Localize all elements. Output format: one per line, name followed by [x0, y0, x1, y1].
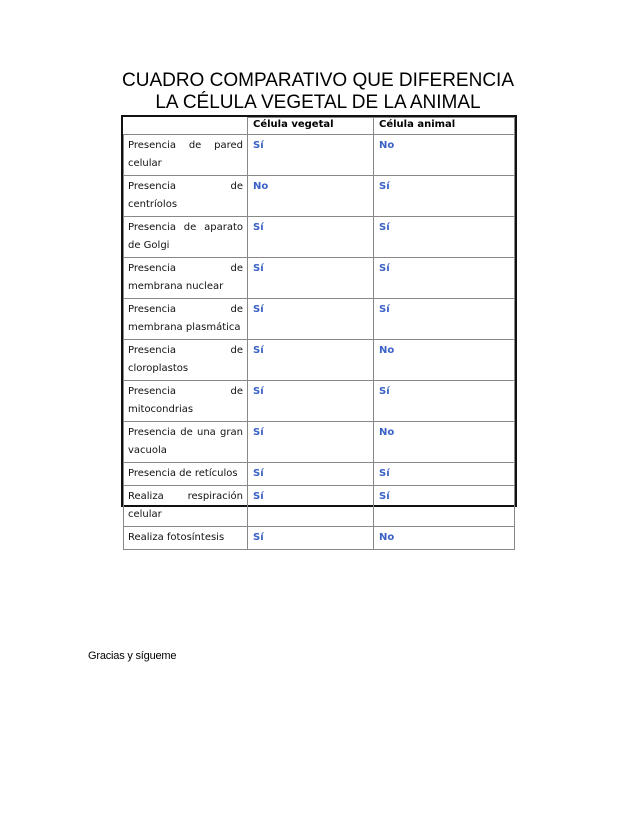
table-row: [124, 463, 515, 486]
table-row: [124, 135, 515, 176]
table-row: [124, 486, 515, 527]
header-celula-animal: Célula animal: [374, 118, 515, 135]
row-label: Presencia de mitocondrias: [124, 381, 248, 422]
value-celula-vegetal: Sí: [248, 527, 374, 550]
value-celula-vegetal: Sí: [248, 299, 374, 340]
value-celula-vegetal: Sí: [248, 486, 374, 527]
title-line-2: LA CÉLULA VEGETAL DE LA ANIMAL: [155, 92, 481, 113]
table-row: [124, 176, 515, 217]
comparison-table: [121, 115, 517, 543]
row-label: Realiza respiración celular: [124, 486, 248, 527]
value-celula-vegetal: Sí: [248, 381, 374, 422]
value-celula-vegetal: Sí: [248, 258, 374, 299]
value-celula-vegetal: Sí: [248, 217, 374, 258]
row-label: Presencia de centríolos: [124, 176, 248, 217]
value-celula-animal: No: [374, 527, 515, 550]
value-celula-vegetal: Sí: [248, 463, 374, 486]
value-celula-vegetal: Sí: [248, 135, 374, 176]
row-label: Presencia de cloroplastos: [124, 340, 248, 381]
footer-text: Gracias y sígueme: [88, 650, 177, 662]
value-celula-animal: Sí: [374, 381, 515, 422]
row-label: Presencia de retículos: [124, 463, 248, 486]
row-label: Presencia de una gran vacuola: [124, 422, 248, 463]
value-celula-animal: Sí: [374, 486, 515, 527]
value-celula-animal: No: [374, 340, 515, 381]
value-celula-vegetal: Sí: [248, 422, 374, 463]
table-row: [124, 217, 515, 258]
title-line-1: CUADRO COMPARATIVO QUE DIFERENCIA: [122, 70, 514, 91]
table-row: [124, 299, 515, 340]
table-row: [124, 422, 515, 463]
value-celula-animal: Sí: [374, 176, 515, 217]
value-celula-vegetal: No: [248, 176, 374, 217]
row-label: Realiza fotosíntesis: [124, 527, 248, 550]
value-celula-animal: Sí: [374, 299, 515, 340]
row-label: Presencia de membrana plasmática: [124, 299, 248, 340]
table-row: [124, 381, 515, 422]
table-row: [124, 527, 515, 550]
row-label: Presencia de membrana nuclear: [124, 258, 248, 299]
row-label: Presencia de aparato de Golgi: [124, 217, 248, 258]
table-row: [124, 340, 515, 381]
table-row: [124, 258, 515, 299]
table-header-row: [124, 118, 515, 135]
header-blank: [124, 118, 248, 135]
value-celula-vegetal: Sí: [248, 340, 374, 381]
value-celula-animal: No: [374, 422, 515, 463]
page-title: [100, 70, 536, 114]
header-celula-vegetal: Célula vegetal: [248, 118, 374, 135]
value-celula-animal: Sí: [374, 217, 515, 258]
row-label: Presencia de pared celular: [124, 135, 248, 176]
value-celula-animal: No: [374, 135, 515, 176]
value-celula-animal: Sí: [374, 258, 515, 299]
value-celula-animal: Sí: [374, 463, 515, 486]
